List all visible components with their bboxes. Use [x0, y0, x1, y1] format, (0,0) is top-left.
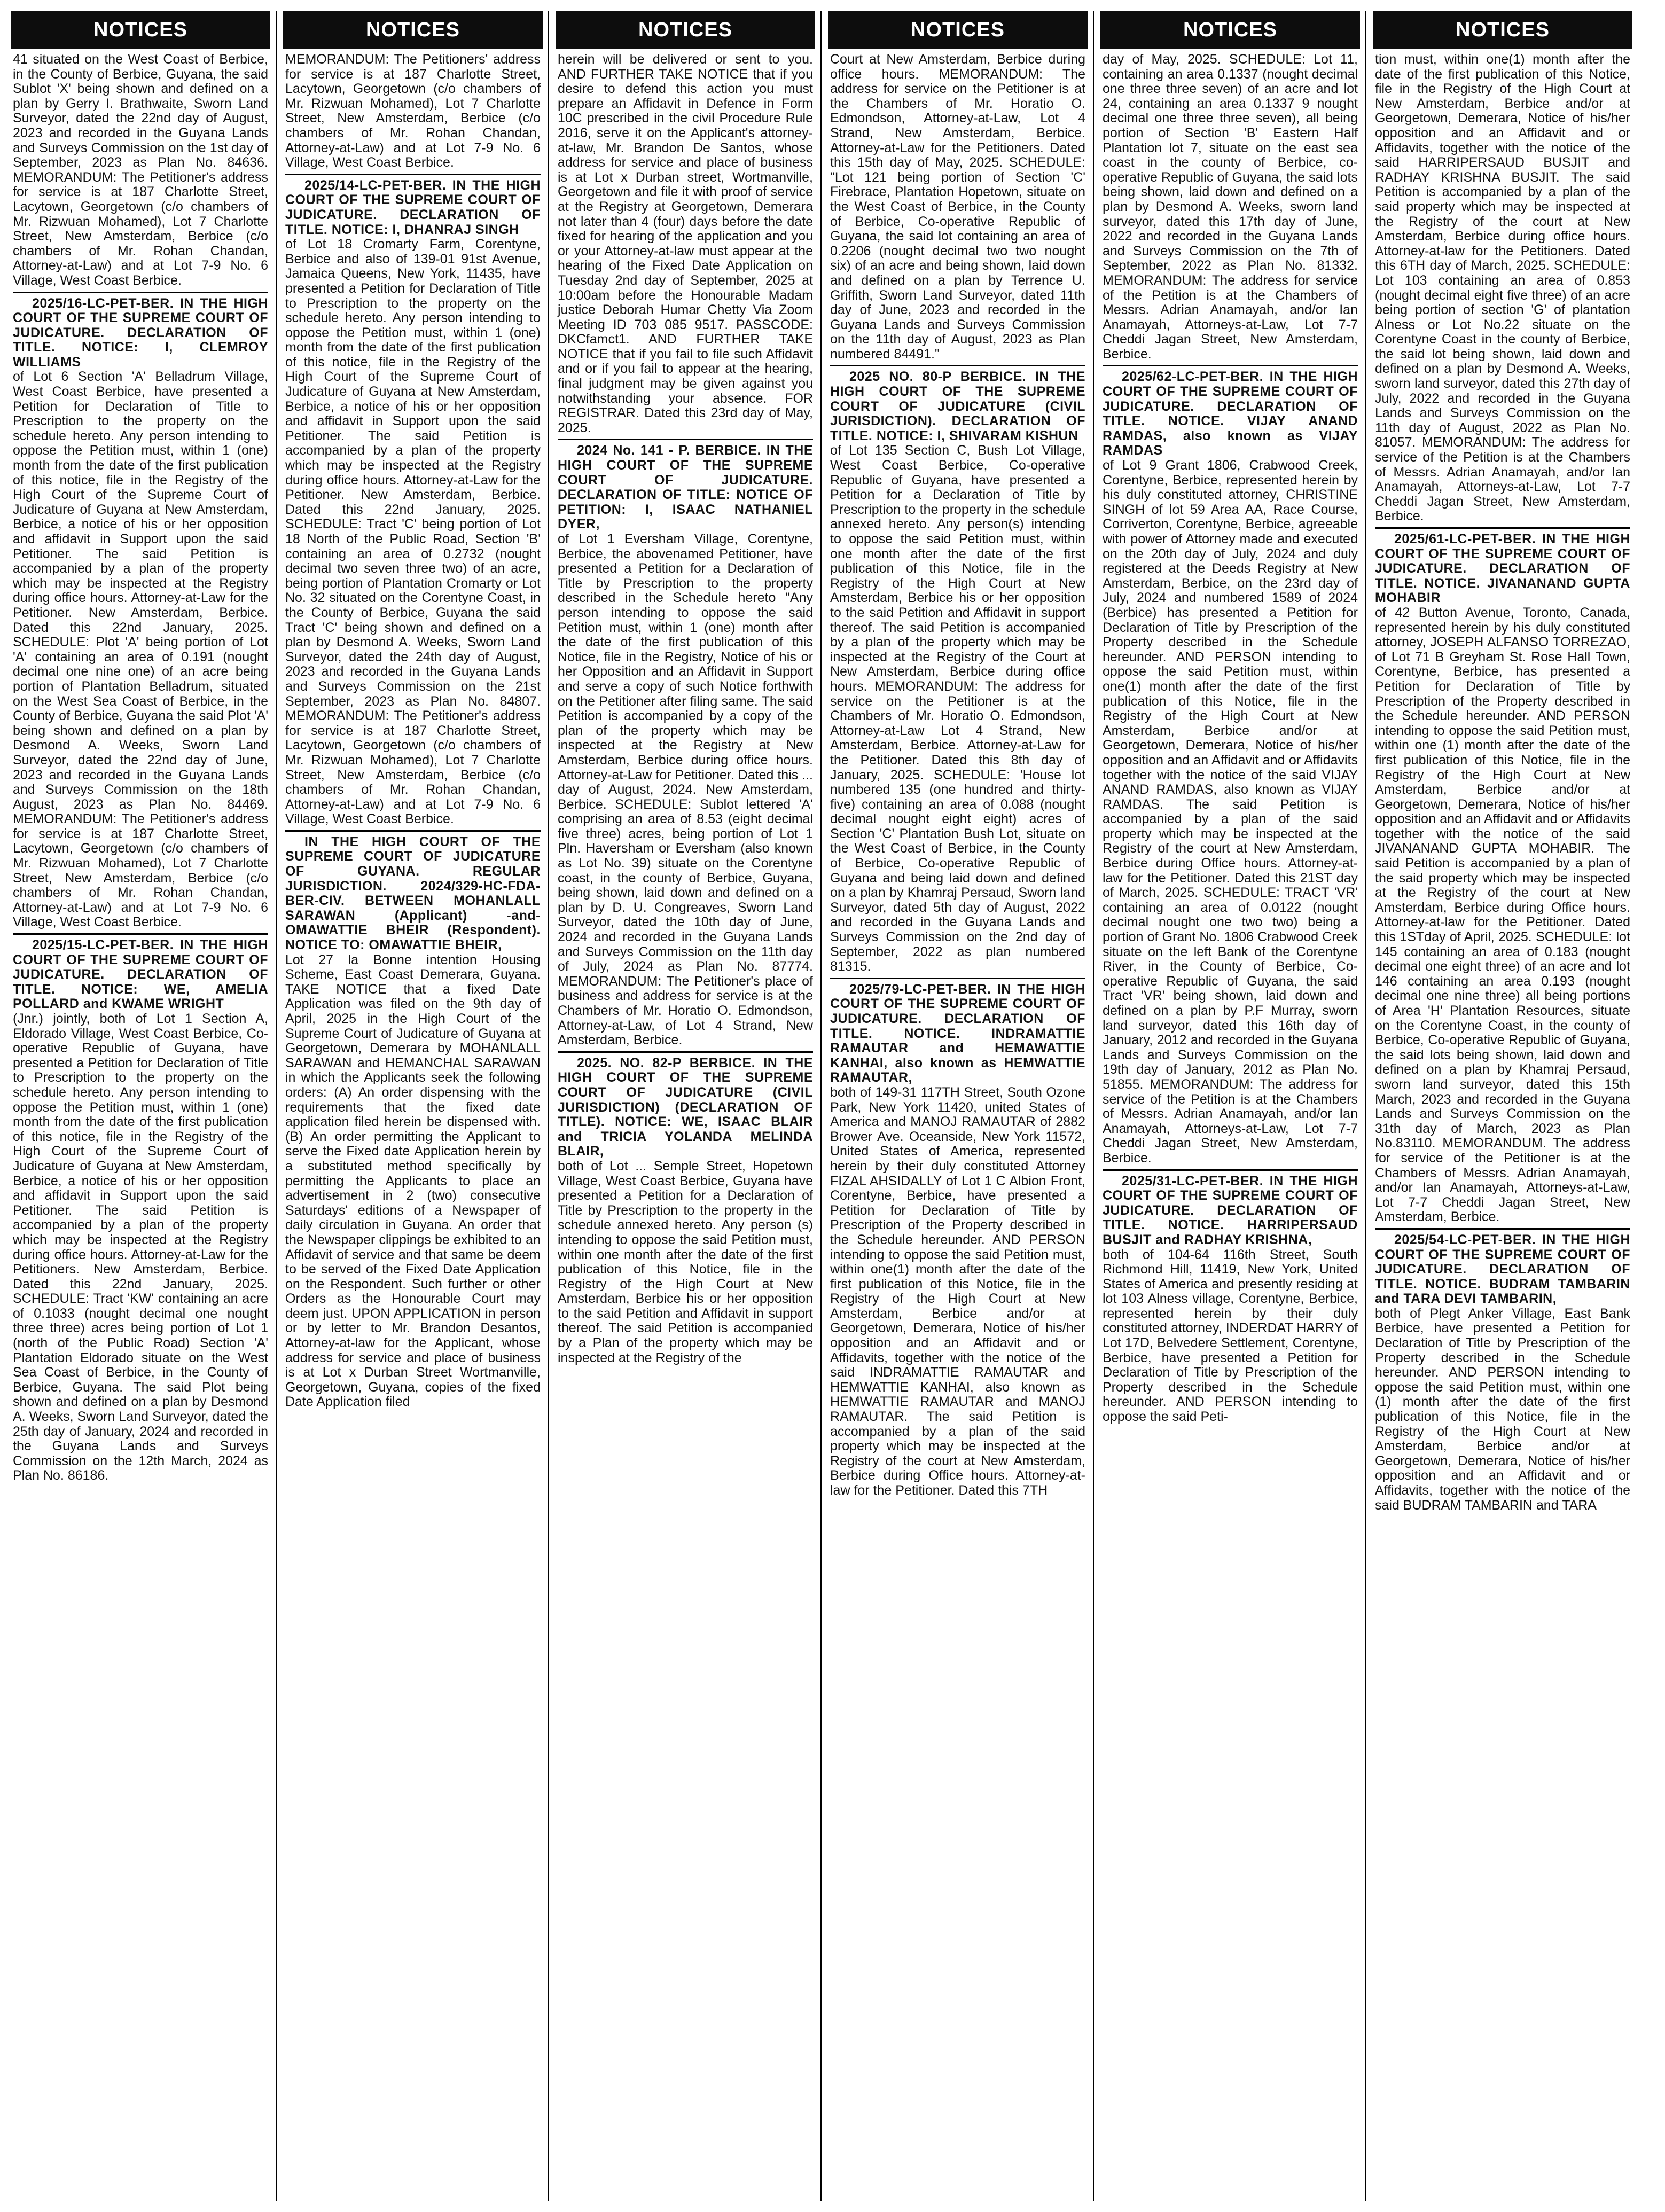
notice-text: 41 situated on the West Coast of Berbice, in the County of Berbice, Guyana, the said Sublot 'X' being shown and defined on a plan by Gerry I. Brathwaite, Sworn Land Surveyor, dated the 22nd day of August, 2023 and recorded in the Guyana Lands and Surveys Commission on the 1st day of September, 2023 as Plan No. 84636. MEMORANDUM: The Petitioner's address for service is at 187 Charlotte Street, Lacytown, Georgetown (c/o chambers of Mr. Rizwuan Mohamed), Lot 7 Charlotte Street, New Amsterdam, Berbice (c/o chambers of Mr. Rohan Chandan, Attorney-at-Law) and at Lot 7-9 No. 6 Village, West Coast Berbice.	[13, 52, 268, 288]
notice	[1103, 52, 1358, 362]
notice-title: 2025 NO. 80-P BERBICE. IN THE HIGH COURT OF THE SUPREME COURT OF JUDICATURE (CIVIL JURISDICTION). DECLARATION OF TITLE. NOTICE: I, SHIVARAM KISHUN	[830, 369, 1085, 443]
notice	[13, 292, 268, 931]
notice-text: of Lot 9 Grant 1806, Crabwood Creek, Corentyne, Berbice, represented herein by his duly constituted attorney, CHRISTINE SINGH of lot 59 Area AA, Race Course, Corriverton, Corentyne, Berbice, agreeable with power of Attorney made and executed on the 20th day of July, 2024 and duly registered at the Deeds Registry at New Amsterdam, Berbice, on the 23rd day of July, 2024 and numbered 1589 of 2024 (Berbice) has presented a Petition for Declaration of Title by Prescription of the Property described in the Schedule hereunder. AND PERSON intending to oppose the said Petition must, within one(1) month after the date of the first publication of this Notice, file in the Registry of the High Court at New Amsterdam, Berbice and/or at Georgetown, Demerara, Notice of his/her opposition and an Affidavit and or Affidavits together with the notice of the said VIJAY ANAND RAMDAS, also known as VIJAY RAMDAS. The said Petition is accompanied by a plan of the said property which may be inspected at the Registry of the court at New Amsterdam, Berbice during Office hours. Attorney-at-law for the Petitioner. Dated this 21ST day of March, 2025. SCHEDULE: TRACT 'VR' containing an area of 0.0122 (nought decimal nought one two two) being a portion of Grant No. 1806 Crabwood Creek situate on the left Bank of the Corentyne River, in the County of Berbice, Co-operative Republic of Guyana, the said Tract 'VR' being shown, laid down and defined on a plan by P.F Murray, sworn land surveyor, dated this 16th day of January, 2012 and recorded in the Guyana Lands and Surveys Commission on the 19th day of January, 2012 as Plan No. 51855. MEMORANDUM: The address for service of the Petition is at the Chambers of Messrs. Adrian Anamayah, and/or Ian Anamayah, Attorneys-at-Law, Lot 7-7 Cheddi Jagan Street, New Amsterdam, Berbice.	[1103, 458, 1358, 1166]
notice-title: 2025/15-LC-PET-BER. IN THE HIGH COURT OF THE SUPREME COURT OF JUDICATURE. DECLARATION OF TITLE. NOTICE: WE, AMELIA POLLARD and KWAME WRIGHT	[13, 937, 268, 1012]
notice-title: 2024 No. 141 - P. BERBICE. IN THE HIGH COURT OF THE SUPREME COURT OF JUDICATURE. DECLARATION OF TITLE: NOTICE OF PETITION: I, ISAAC NATHANIEL DYER,	[558, 443, 813, 532]
notice	[830, 978, 1085, 1498]
notice	[285, 174, 541, 827]
column-divider	[820, 11, 822, 2201]
notice-text: both of 149-31 117TH Street, South Ozone Park, New York 11420, united States of America and MANOJ RAMAUTAR of 2882 Brower Ave. Oceanside, New York 11572, United States of America, represented herein by their duly constituted Attorney FIZAL AHSIDALLY of Lot 1 C Albion Front, Corentyne, Berbice, have presented a Petition for Declaration of Title by Prescription of the Property described in the Schedule hereunder. AND PERSON intending to oppose the said Petition must, within one(1) month after the date of the first publication of this Notice, file in the Registry of the High Court at New Amsterdam, Berbice and/or at Georgetown, Demerara, Notice of his/her opposition and an Affidavit and or Affidavits, together with the notice of the said INDRAMATTIE RAMAUTAR and HEMWATTIE KANHAI, also known as HEMWATTIE RAMAUTAR and MANOJ RAMAUTAR. The said Petition is accompanied by a plan of the said property which may be inspected at the Registry of the court at New Amsterdam, Berbice during Office hours. Attorney-at-law for the Petitioner. Dated this 7TH	[830, 1084, 1085, 1498]
notice-text: (Jnr.) jointly, both of Lot 1 Section A, Eldorado Village, West Coast Berbice, Co-operative Republic of Guyana, have presented a Petition for Declaration of Title to Prescription to the property on the schedule hereto. Any person intending to oppose the Petition must, within 1 (one) month from the date of the first publication of this notice, file in the Registry of the High Court of the Supreme Court of Judicature of Guyana at New Amsterdam, Berbice, a notice of his or her opposition and affidavit in Support upon the said Petitioner. The said Petition is accompanied by a plan of the property which may be inspected at the Registry during office hours. Attorney-at-Law for the Petitioners. New Amsterdam, Berbice. Dated this 22nd January, 2025. SCHEDULE: Tract 'KW' containing an acre of 0.1033 (nought decimal one nought three three) acres being portion of Lot 1 (north of the Public Road) Section 'A' Plantation Eldorado situate on the West Sea Coast of Berbice, in the County of Berbice, Guyana. The said Plot being shown and defined on a plan by Desmond A. Weeks, Sworn Land Surveyor, dated the 25th day of January, 2024 and recorded in the Guyana Lands and Surveys Commission on the 12th March, 2024 as Plan No. 86186.	[13, 1011, 268, 1483]
newspaper-notices-page	[11, 11, 1654, 2201]
notice-text: both of 104-64 116th Street, South Richmond Hill, 11419, New York, United States of America and presently residing at lot 103 Alness village, Corentyne, Berbice, represented herein by their duly constituted attorney, INDERDAT HARRY of Lot 17D, Belvedere Settlement, Corentyne, Berbice, have presented a Petition for Declaration of Title by Prescription of the Property described in the Schedule hereunder. AND PERSON intending to oppose the said Peti-	[1103, 1247, 1358, 1425]
notice-text: of Lot 6 Section 'A' Belladrum Village, West Coast Berbice, have presented a Petition for Declaration of Title to Prescription to the property on the schedule hereto. Any person intending to oppose the Petition must, within 1 (one) month from the date of the first publication of this notice, file in the Registry of the High Court of the Supreme Court of Judicature of Guyana at New Amsterdam, Berbice, a notice of his or her opposition and affidavit in Support upon the said Petitioner. The said Petition is accompanied by a plan of the property which may be inspected at the Registry during office hours. Attorney-at-Law for the Petitioner. New Amsterdam, Berbice. Dated this 22nd January, 2025. SCHEDULE: Plot 'A' being portion of Lot 'A' containing an area of 0.191 (nought decimal one nine one) of an acre being portion of Plantation Belladrum, situated on the West Sea Coast of Berbice, in the County of Berbice, Guyana the said Plot 'A' being shown and defined on a plan by Desmond A. Weeks, Sworn Land Surveyor, dated the 22nd day of June, 2023 and recorded in the Guyana Lands and Surveys Commission on the 18th August, 2023 as Plan No. 84469. MEMORANDUM: The Petitioner's address for service is at 187 Charlotte Street, Lacytown, Georgetown (c/o chambers of Mr. Rizwuan Mohamed), Lot 7 Charlotte Street, New Amsterdam, Berbice (c/o chambers of Mr. Rohan Chandan, Attorney-at-Law) and at Lot 7-9 No. 6 Village, West Coast Berbice.	[13, 369, 268, 930]
notice	[558, 1051, 813, 1365]
notice	[13, 933, 268, 1483]
notice-title: 2025. NO. 82-P BERBICE. IN THE HIGH COURT OF THE SUPREME COURT OF JUDICATURE (CIVIL JURISDICTION) (DECLARATION OF TITLE). NOTICE: WE, ISAAC BLAIR and TRICIA YOLANDA MELINDA BLAIR,	[558, 1055, 813, 1159]
notice-title: 2025/61-LC-PET-BER. IN THE HIGH COURT OF THE SUPREME COURT OF JUDICATURE. DECLARATION OF TITLE. NOTICE. JIVANANAND GUPTA MOHABIR	[1375, 531, 1630, 606]
column-divider	[1365, 11, 1366, 2201]
notice	[1375, 527, 1630, 1225]
notice	[558, 52, 813, 435]
notice-text: tion must, within one(1) month after the date of the first publication of this Notice, file in the Registry of the High Court at New Amsterdam, Berbice and/or at Georgetown, Demerara, Notice of his/her opposition and an Affidavit and or Affidavits, together with the notice of the said HARRIPERSAUD BUSJIT and RADHAY KRISHNA BUSJIT. The said Petition is accompanied by a plan of the said property which may be inspected at the Registry of the court at New Amsterdam, Berbice during office hours. Attorney-at-law for the Petitioners. Dated this 6TH day of March, 2025. SCHEDULE: Lot 103 containing an area of 0.853 (nought decimal eight five three) of an acre being portion of section 'G' of plantation Alness or Lot No.22 situate on the Corentyne Coast in the county of Berbice, the said lot being shown, laid down and defined on a plan by Desmond A. Weeks, sworn land surveyor, dated this 27th day of July, 2022 and recorded in the Guyana Lands and Surveys Commission on the 11th day of August, 2022 as Plan No. 81057. MEMORANDUM: The address for service of the Petition is at the Chambers of Messrs. Adrian Anamayah, and/or Ian Anamayah, Attorneys-at-Law, Lot 7-7 Cheddi Jagan Street, New Amsterdam, Berbice.	[1375, 52, 1630, 524]
notices-column-6	[1373, 11, 1632, 2201]
notices-column-4	[828, 11, 1088, 2201]
notice-title: 2025/79-LC-PET-BER. IN THE HIGH COURT OF THE SUPREME COURT OF JUDICATURE. DECLARATION OF TITLE. NOTICE. INDRAMATTIE RAMAUTAR and HEMAWATTIE KANHAI, also known as HEMWATTIE RAMAUTAR,	[830, 981, 1085, 1085]
notice-title: IN THE HIGH COURT OF THE SUPREME COURT OF JUDICATURE OF GUYANA. REGULAR JURISDICTION. 2024/329-HC-FDA-BER-CIV. BETWEEN MOHANLALL SARAWAN (Applicant) -and- OMAWATTIE BHEIR (Respondent). NOTICE TO: OMAWATTIE BHEIR,	[285, 834, 541, 953]
notice	[830, 52, 1085, 362]
notices-header: NOTICES	[1373, 11, 1632, 49]
notice-text: MEMORANDUM: The Petitioners' address for service is at 187 Charlotte Street, Lacytown, Georgetown (c/o chambers of Mr. Rizwuan Mohamed), Lot 7 Charlotte Street, New Amsterdam, Berbice (c/o chambers of Mr. Rohan Chandan, Attorney-at-Law) and at Lot 7-9 No. 6 Village, West Coast Berbice.	[285, 52, 541, 170]
notice-text: of Lot 1 Eversham Village, Corentyne, Berbice, the abovenamed Petitioner, have presented a Petition for a Declaration of Title by Prescription to the property described in the Schedule hereto "Any person intending to oppose the said Petition must, within 1 (one) month after the date of the first publication of this Notice, file in the Registry, Notice of his or her Opposition and an Affidavit in Support and serve a copy of such Notice forthwith on the Petitioner after filing same. The said Petition is accompanied by a copy of the plan of the property which may be inspected at the Registry at New Amsterdam, Berbice during office hours. Attorney-at-Law for Petitioner. Dated this ... day of August, 2024. New Amsterdam, Berbice. SCHEDULE: Sublot lettered 'A' comprising an area of 8.53 (eight decimal five three) acres, being portion of Lot 1 Pln. Haversham or Eversham (also known as Lot No. 39) situate on the Corentyne coast, in the county of Berbice, Guyana, being shown, laid down and defined on a plan by D. U. Congreaves, Sworn Land Surveyor, dated the 10th day of June, 2024 and recorded in the Guyana Lands and Surveys Commission on the 11th day of July, 2024 as Plan No. 87774. MEMORANDUM: The Petitioner's place of business and address for service is at the Chambers of Mr. Horatio O. Edmondson, Attorney-at-Law, of Lot 4 Strand, New Amsterdam, Berbice.	[558, 531, 814, 1048]
notice-text: Court at New Amsterdam, Berbice during office hours. MEMORANDUM: The address for service on the Petitioner is at the Chambers of Mr. Horatio O. Edmondson, Attorney-at-Law, Lot 4 Strand, New Amsterdam, Berbice. Attorney-at-Law for the Petitioners. Dated this 15th day of May, 2025. SCHEDULE: "Lot 121 being portion of Section 'C' Firebrace, Plantation Hopetown, situate on the West Coast of Berbice, in the County of Berbice, Co-operative Republic of Guyana, the said lot containing an area of 0.2206 (nought decimal two two nought six) of an acre and being shown, laid down and defined on a plan by Terrence U. Griffith, Sworn Land Surveyor, dated 11th day of June, 2023 and recorded in the Guyana Lands and Surveys Commission on the 11th day of August, 2023 as Plan numbered 84491."	[830, 52, 1085, 362]
notice	[1375, 52, 1630, 524]
notice	[1375, 1228, 1630, 1513]
notice	[13, 52, 268, 288]
notice-text: of 42 Button Avenue, Toronto, Canada, represented herein by his duly constituted attorney, JOSEPH ALFANSO TORREZAO, of Lot 71 B Greyham St. Rose Hall Town, Corentyne, Berbice, has presented a Petition for Declaration of Title by Prescription of the Property described in the Schedule hereunder. AND PERSON intending to oppose the said Petition must, within one (1) month after the date of the first publication of this Notice, file in the Registry of the High Court at New Amsterdam, Berbice and/or at Georgetown, Demerara, Notice of his/her opposition and an Affidavit and or Affidavits together with the notice of the said JIVANANAND GUPTA MOHABIR. The said Petition is accompanied by a plan of the said property which may be inspected at the Registry of the court at New Amsterdam, Berbice during Office hours. Attorney-at-law for the Petitioner. Dated this 1STday of April, 2025. SCHEDULE: lot 145 containing an area of 0.183 (nought decimal one eight three) of an acre and lot 146 containing an area 0.193 (nought decimal one nine three) all being portions of Area 'H' Plantation Resources, situate on the Corentyne Coast, in the county of Berbice, Co-operative Republic of Guyana, the said lots being shown, laid down and defined on a plan by Khamraj Persaud, sworn land surveyor, dated this 15th March, 2023 and recorded in the Guyana Lands and Surveys Commission on the 31th day of March, 2023 as Plan No.83110. MEMORANDUM. The address for service of the Petitioner is at the Chambers of Messrs. Adrian Anamayah, and/or Ian Anamayah, Attorneys-at-Law, Lot 7-7 Cheddi Jagan Street, New Amsterdam, Berbice.	[1375, 605, 1630, 1225]
column-divider	[1093, 11, 1094, 2201]
notices-header: NOTICES	[556, 11, 815, 49]
notices-column-5	[1100, 11, 1360, 2201]
notice-text: Lot 27 la Bonne intention Housing Scheme, East Coast Demerara, Guyana. TAKE NOTICE that a fixed Date Application was filed on the 9th day of April, 2025 in the High Court of the Supreme Court of Judicature of Guyana at Georgetown, Demerara by MOHANLALL SARAWAN and HEMANCHAL SARAWAN in which the Applicants seek the following orders: (A) An order dispensing with the requirements that the fixed date application filed herein be dispensed with. (B) An order permitting the Applicant to serve the Fixed date Application herein by a substituted method specifically by permitting the Applicants to place an advertisement in 2 (two) consecutive Saturdays' editions of a Newspaper of daily circulation in Guyana. An order that the Newspaper clippings be exhibited to an Affidavit of service and that same be deem to be served of the Fixed Date Application on the Respondent. Such further or other Orders as the Honourable Court may deem just. UPON APPLICATION in person or by letter to Mr. Brandon Desantos, Attorney-at-law for the Applicant, whose address for service and place of business is at Lot x Durban Street Wortmanville, Georgetown, Guyana, copies of the fixed Date Application filed	[285, 952, 541, 1410]
notice-title: 2025/54-LC-PET-BER. IN THE HIGH COURT OF THE SUPREME COURT OF JUDICATURE. DECLARATION OF TITLE. NOTICE. BUDRAM TAMBARIN and TARA DEVI TAMBARIN,	[1375, 1232, 1630, 1307]
notice-title: 2025/16-LC-PET-BER. IN THE HIGH COURT OF THE SUPREME COURT OF JUDICATURE. DECLARATION OF TITLE. NOTICE: I, CLEMROY WILLIAMS	[13, 295, 268, 370]
notice-text: both of Plegt Anker Village, East Bank Berbice, have presented a Petition for Declaration of Title by Prescription of the Property described in the Schedule hereunder. AND PERSON intending to oppose the said Petition must, within one (1) month after the date of the first publication of this Notice, file in the Registry of the High Court at New Amsterdam, Berbice and/or at Georgetown, Demerara, Notice of his/her opposition and an Affidavit and or Affidavits, together with the notice of the said BUDRAM TAMBARIN and TARA	[1375, 1306, 1630, 1513]
notice-text: both of Lot ... Semple Street, Hopetown Village, West Coast Berbice, Guyana have presented a Petition for a Declaration of Title by Prescription to the property in the schedule annexed hereto. Any person (s) intending to oppose the said Petition must, within one month after the date of the first publication of this Notice, file in the Registry of the High Court at New Amsterdam, Berbice his or her opposition to the said Petition and Affidavit in support thereof. The said Petition is accompanied by a Plan of the property which may be inspected at the Registry of the	[558, 1158, 813, 1365]
notice	[285, 830, 541, 1410]
notice-text: day of May, 2025. SCHEDULE: Lot 11, containing an area 0.1337 (nought decimal one three three seven) of an acre and lot 24, containing an area 0.1337 9 nought decimal one three three seven), all being portion of Section 'B' Eastern Half Plantation lot 7, situate on the east sea coast in the county of Berbice, co-operative Republic of Guyana, the said lots being shown, laid down and defined on a plan by Desmond A. Weeks, sworn land surveyor, dated this 17th day of June, 2022 and recorded in the Guyana Lands and Surveys Commission on the 7th of September, 2022 as Plan No. 81332. MEMORANDUM: The address for service of the Petition is at the Chambers of Messrs. Adrian Anamayah, and/or Ian Anamayah, Attorneys-at-Law, Lot 7-7 Cheddi Jagan Street, New Amsterdam, Berbice.	[1103, 52, 1358, 362]
notices-column-1	[11, 11, 270, 2201]
notices-header: NOTICES	[283, 11, 543, 49]
column-divider	[548, 11, 549, 2201]
notices-header: NOTICES	[828, 11, 1088, 49]
notice-text: of Lot 135 Section C, Bush Lot Village, West Coast Berbice, Co-operative Republic of Guyana, have presented a Petition for a Declaration of Title by Prescription to the property in the schedule annexed hereto. Any person(s) intending to oppose the said Petition must, within one month after the date of the first publication of this Notice, file in the Registry of the High Court at New Amsterdam, Berbice his or her opposition to the said Petition and Affidavit in support thereof. The said Petition is accompanied by a plan of the property which may be inspected at the Registry of the Court at New Amsterdam, Berbice during office hours. MEMORANDUM: The address for service on the Petitioner is at the Chambers of Mr. Horatio O. Edmondson, Attorney-at-Law Lot 4 Strand, New Amsterdam, Berbice. Attorney-at-Law for the Petitioner. Dated this 8th day of January, 2025. SCHEDULE: 'House lot numbered 135 (one hundred and thirty-five) containing an area of 0.088 (nought decimal nought eight eight) acres of Section 'C' Plantation Bush Lot, situate on the West Coast of Berbice, in the County of Berbice, Co-operative Republic of Guyana and being laid down and defined on a plan by Khamraj Persaud, Sworn land Surveyor, dated 5th day of August, 2022 and recorded in the Guyana Lands and Surveys Commission on the 2nd day of September, 2022 as plan numbered 81315.	[830, 443, 1085, 974]
column-divider	[276, 11, 277, 2201]
notice-title: 2025/62-LC-PET-BER. IN THE HIGH COURT OF THE SUPREME COURT OF JUDICATURE. DECLARATION OF TITLE. NOTICE. VIJAY ANAND RAMDAS, also known as VIJAY RAMDAS	[1103, 369, 1358, 458]
notice	[830, 365, 1085, 974]
notices-header: NOTICES	[1100, 11, 1360, 49]
notices-column-3	[556, 11, 815, 2201]
notice	[1103, 1169, 1358, 1425]
notice-text: of Lot 18 Cromarty Farm, Corentyne, Berbice and also of 139-01 91st Avenue, Jamaica Queens, New York, 11435, have presented a Petition for Declaration of Title to Prescription to the property on the schedule hereto. Any person intending to oppose the Petition must, within 1 (one) month from the date of the first publication of this notice, file in the Registry of the High Court of the Supreme Court of Judicature of Guyana at New Amsterdam, Berbice, a notice of his or her opposition and affidavit in Support upon the said Petitioner. The said Petition is accompanied by a plan of the property which may be inspected at the Registry during office hours. Attorney-at-Law for the Petitioner. New Amsterdam, Berbice. Dated this 22nd January, 2025. SCHEDULE: Tract 'C' being portion of Lot 18 North of the Public Road, Section 'B' containing an area of 0.2732 (nought decimal two seven three two) of an acre, being portion of Plantation Cromarty or Lot No. 32 situated on the Corentyne Coast, in the County of Berbice, Guyana the said Tract 'C' being shown and defined on a plan by Desmond A. Weeks, Sworn Land Surveyor, dated the 24th day of August, 2023 and recorded in the Guyana Lands and Surveys Commission on the 21st September, 2023 as Plan No. 84807. MEMORANDUM: The Petitioner's address for service is at 187 Charlotte Street, Lacytown, Georgetown (c/o chambers of Mr. Rizwuan Mohamed), Lot 7 Charlotte Street, New Amsterdam, Berbice (c/o chambers of Mr. Rohan Chandan, Attorney-at-Law) and at Lot 7-9 No. 6 Village, West Coast Berbice.	[285, 237, 541, 827]
notices-column-2	[283, 11, 543, 2201]
notices-header: NOTICES	[11, 11, 270, 49]
notice-title: 2025/31-LC-PET-BER. IN THE HIGH COURT OF THE SUPREME COURT OF JUDICATURE. DECLARATION OF TITLE. NOTICE. HARRIPERSAUD BUSJIT and RADHAY KRISHNA,	[1103, 1173, 1358, 1247]
notice	[285, 52, 541, 170]
notice	[1103, 365, 1358, 1166]
notice	[558, 439, 813, 1048]
notice-text: herein will be delivered or sent to you. AND FURTHER TAKE NOTICE that if you desire to defend this action you must prepare an Affidavit in Defence in Form 10C prescribed in the civil Procedure Rule 2016, serve it on the Applicant's attorney-at-law, Mr. Brandon De Santos, whose address for service and place of business is at Lot x Durban street, Wortmanville, Georgetown and file it with proof of service at the Registry at Georgetown, Demerara not later than 4 (four) days before the date fixed for hearing of the application and you or your Attorney-at-law must appear at the hearing of the Fixed Date Application on Tuesday 2nd day of September, 2025 at 10:00am before the Honourable Madam justice Deborah Humar Chetty Via Zoom Meeting ID 703 085 9517. PASSCODE: DKCfamct1. AND FURTHER TAKE NOTICE that if you fail to file such Affidavit and or if you fail to appear at the hearing, final judgment may be given against you notwithstanding your absence. FOR REGISTRAR. Dated this 23rd day of May, 2025.	[558, 52, 813, 435]
notice-title: 2025/14-LC-PET-BER. IN THE HIGH COURT OF THE SUPREME COURT OF JUDICATURE. DECLARATION OF TITLE. NOTICE: I, DHANRAJ SINGH	[285, 177, 541, 237]
